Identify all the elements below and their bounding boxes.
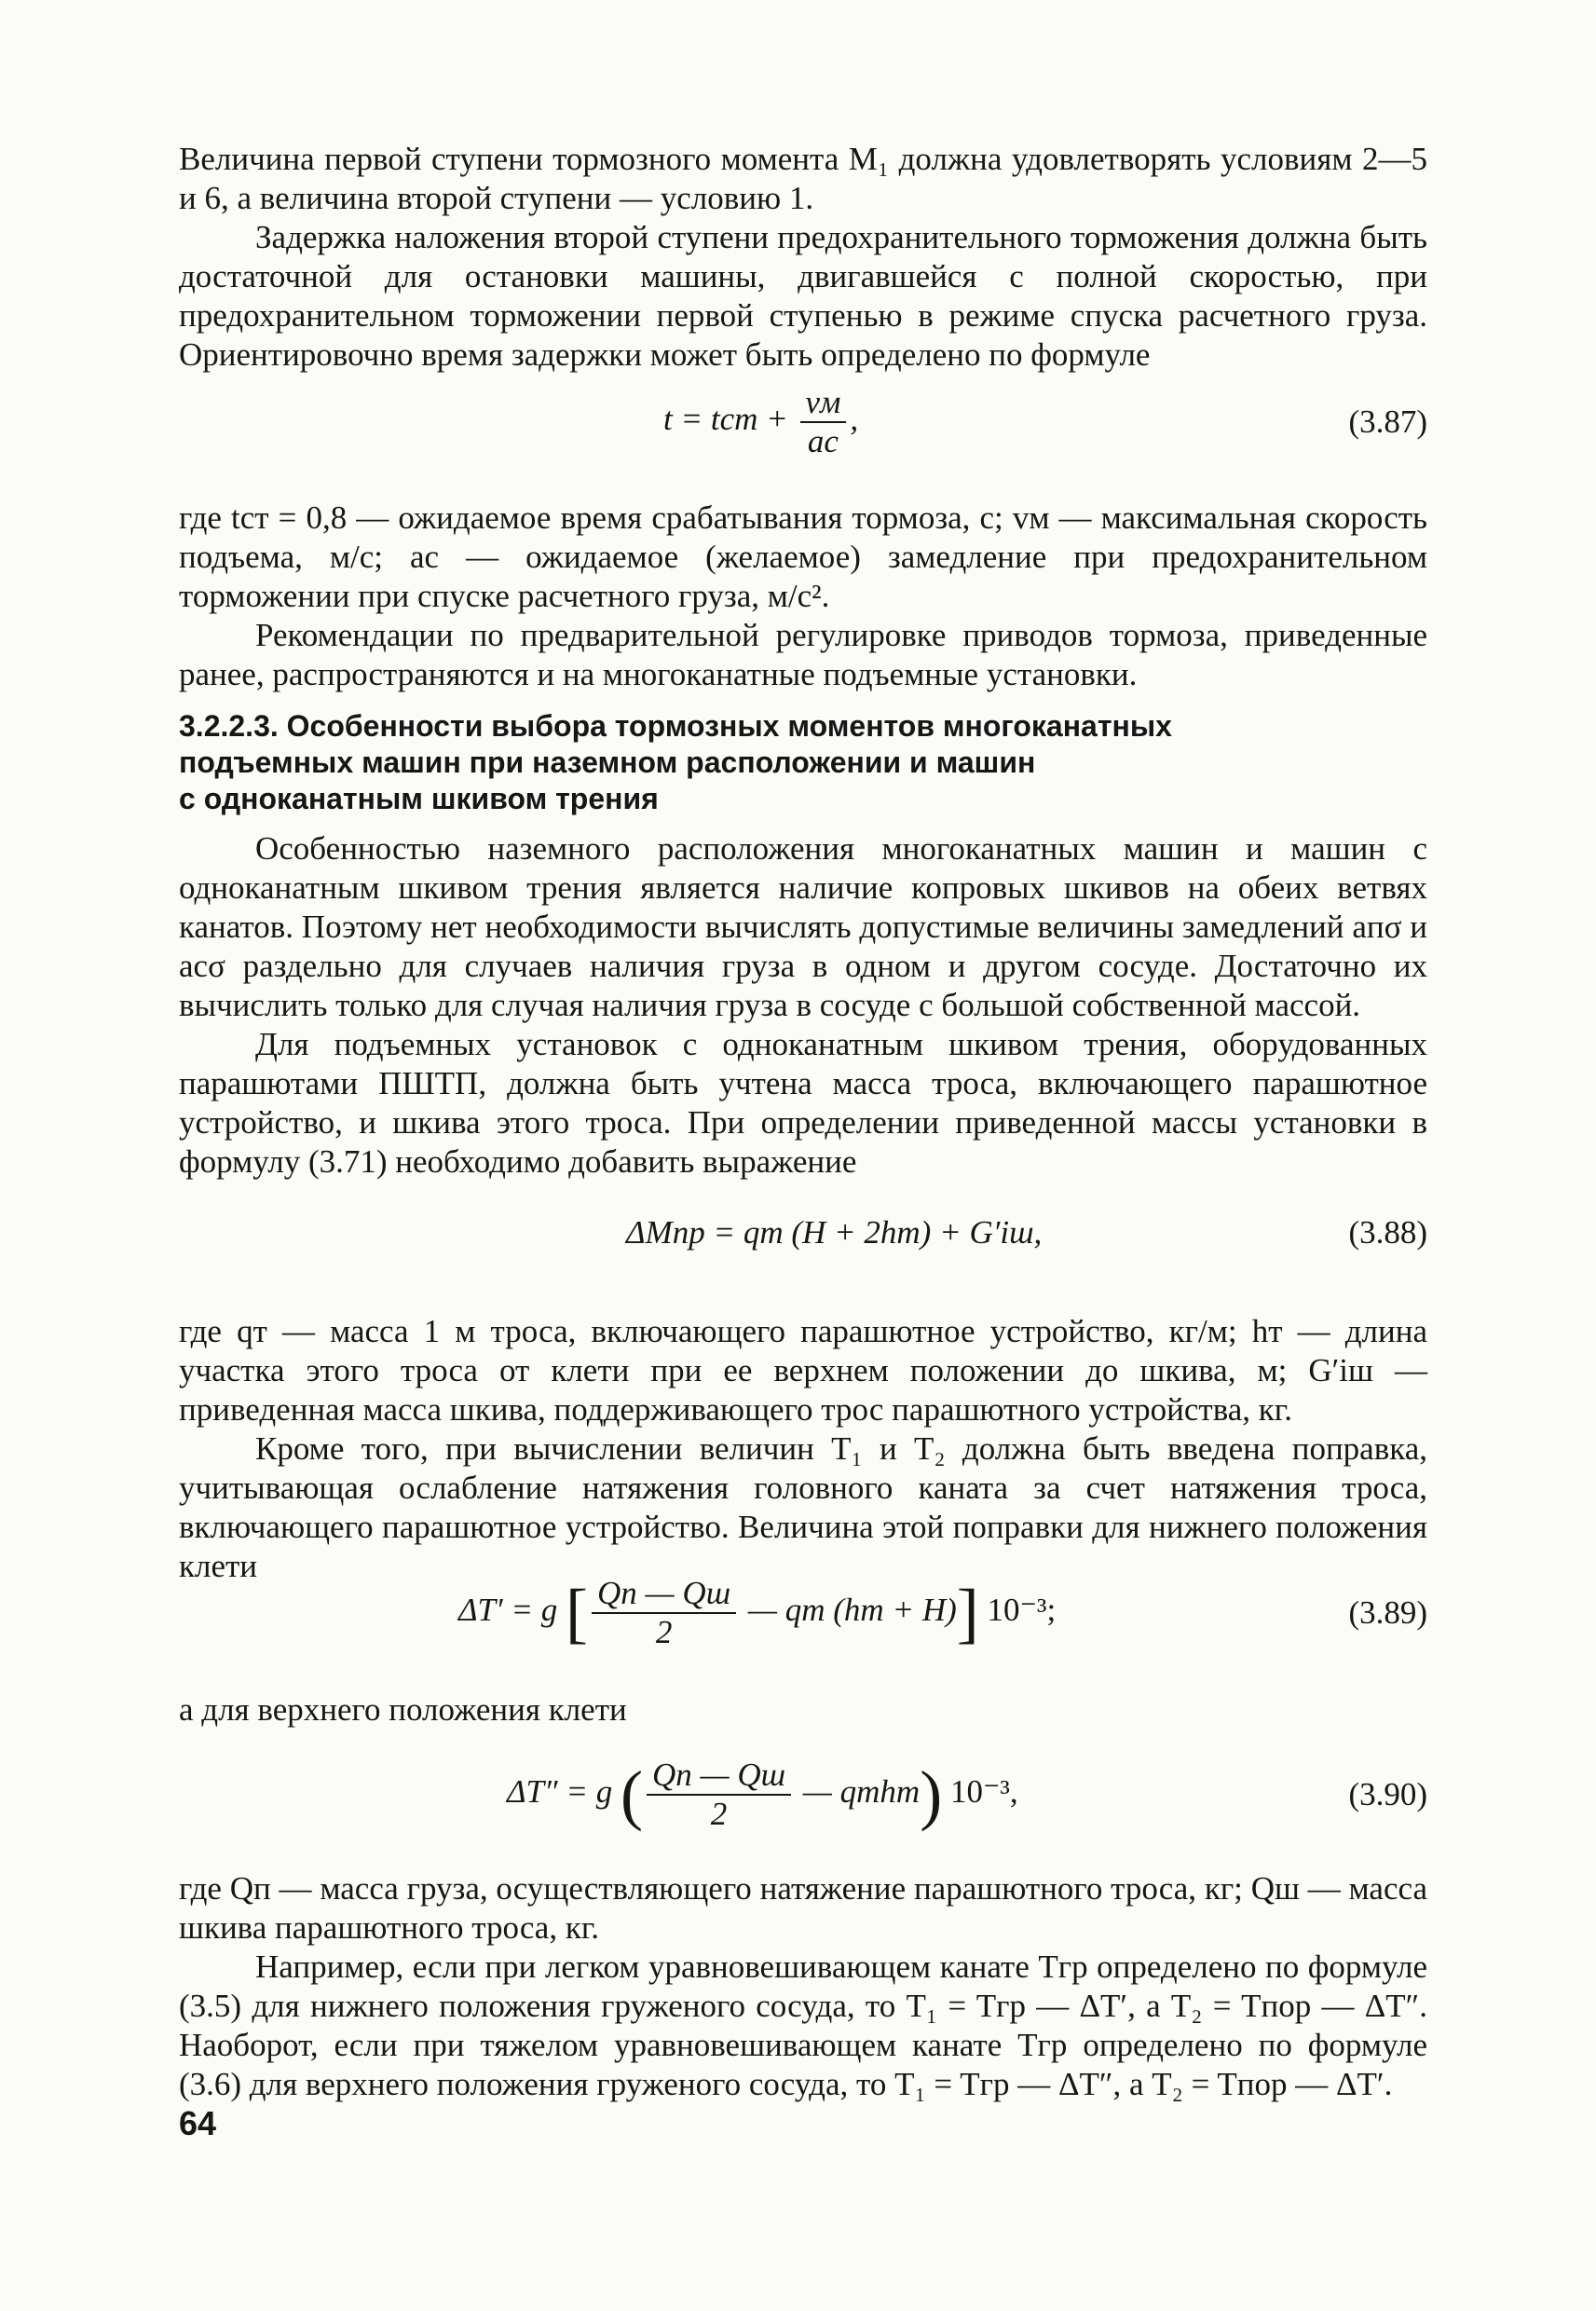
text-block-1 [179, 140, 1427, 375]
paragraph-upper-position: а для верхнего положения клети [179, 1691, 627, 1728]
text-block-6 [179, 1869, 1427, 2104]
text-block-5 [179, 1690, 1427, 1730]
paragraph-delay: Задержка наложения второй ступени предохранительного торможения должна быть достаточной для остановки машины, двигавшейся с полной скоростью, при предохранительном торможении первой ступенью в режиме спуска расчетного груза. Ориентировочно время задержки может быть определено по формуле [179, 219, 1427, 373]
paragraph-where-qp: где Qп — масса груза, осуществляющего натяжение парашютного троса, кг; Qш — масса шкива парашютного троса, кг. [179, 1870, 1427, 1946]
equation-3-87-expression: t = tст + $\frac{vм}{aс}$ , [663, 384, 859, 459]
equation-3-89-label: (3.89) [1348, 1594, 1427, 1631]
equation-3-88-label: (3.88) [1348, 1214, 1427, 1251]
section-heading-line-2: подъемных машин при наземном расположении и машин [179, 745, 1036, 779]
equation-3-87-label: (3.87) [1348, 403, 1427, 440]
page-number: 64 [179, 2104, 217, 2142]
equation-3-90-label: (3.90) [1348, 1776, 1427, 1812]
equation-3-89 [179, 1575, 1427, 1653]
section-heading [179, 708, 1297, 817]
text-block-2 [179, 499, 1427, 694]
paragraph-parachutes: Для подъемных установок с одноканатным шкивом трения, оборудованных парашютами ПШТП, должна быть учтена масса троса, включающего парашютное устройство, и шкива этого троса. При определении приведенной массы установки в формулу (3.71) необходимо добавить выражение [179, 1026, 1427, 1180]
paragraph-where-qt: где qт — масса 1 м троса, включающего парашютное устройство, кг/м; hт — длина участка этого троса от клети при ее верхнем положении до шкива, м; G′iш — приведенная масса шкива, поддерживающего трос парашютного устройства, кг. [179, 1313, 1427, 1428]
paragraph-example: Например, если при легком уравновешивающем канате Tгр определено по формуле (3.5) для нижнего положения груженого сосуда, то T₁ = Tгр — ΔT′, а T₂ = Tпор — ΔT″. Наоборот, если при тяжелом уравновешивающем канате Tгр определено по формуле (3.6) для верхнего положения груженого сосуда, то T₁ = Tгр — ΔT″, а T₂ = Tпор — ΔT′. [179, 1949, 1427, 2102]
equation-3-88-expression: ΔMпр = qт (H + 2hт) + G′iш, [626, 1214, 1043, 1251]
paragraph-where-tst: где tст = 0,8 — ожидаемое время срабатывания тормоза, с; vм — максимальная скорость подъема, м/с; aс — ожидаемое (желаемое) замедление при предохранительном торможении при спуске расчетного груза, м/с². [179, 499, 1427, 614]
equation-3-90-expression: ΔT″ = g ( $\frac{Qп — Qш}{2}$ — qтhт) 10⁻³, [507, 1757, 1018, 1832]
text-block-4 [179, 1312, 1427, 1586]
section-heading-line-3: с одноканатным шкивом трения [179, 782, 659, 815]
equation-3-88 [179, 1213, 1427, 1260]
paragraph-correction: Кроме того, при вычислении величин T₁ и T₂ должна быть введена поправка, учитывающая ослабление натяжения головного каната за счет натяжения троса, включающего парашютное устройство. Величина этой поправки для нижнего положения клети [179, 1430, 1427, 1584]
section-heading-line-1: 3.2.2.3. Особенности выбора тормозных моментов многоканатных [179, 709, 1172, 743]
equation-3-89-expression: ΔT′ = g [ $\frac{Qп — Qш}{2}$ — qт (hт + H)] 10⁻³; [458, 1575, 1057, 1650]
equation-3-87 [179, 384, 1427, 462]
text-block-3 [179, 829, 1427, 1182]
paragraph-ground-location: Особенностью наземного расположения многоканатных машин и машин с одноканатным шкивом трения является наличие копровых шкивов на обеих ветвях канатов. Поэтому нет необходимости вычислять допустимые величины замедлений aпσ и aсσ раздельно для случаев наличия груза в одном и другом сосуде. Достаточно их вычислить только для случая наличия груза в сосуде с большой собственной массой. [179, 830, 1427, 1023]
paragraph-brake-moment: Величина первой ступени тормозного момента M₁ должна удовлетворять условиям 2—5 и 6, а величина второй ступени — условию 1. [179, 141, 1427, 216]
paragraph-recommendations: Рекомендации по предварительной регулировке приводов тормоза, приведенные ранее, распространяются и на многоканатные подъемные установки. [179, 617, 1427, 692]
equation-3-90 [179, 1757, 1427, 1835]
